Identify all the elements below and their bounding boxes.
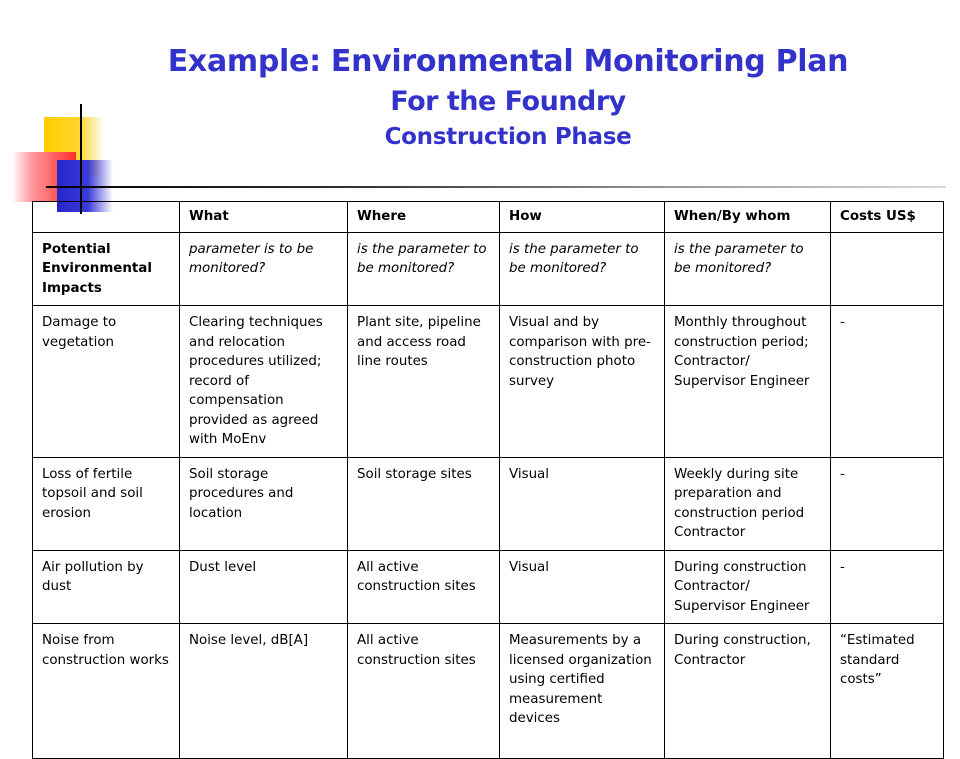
header-cell-when: When/By whom (665, 202, 831, 233)
vertical-rule (80, 104, 82, 214)
cell-cost: - (831, 550, 944, 624)
cell-when: Monthly throughout construction period; Contractor/ Supervisor Engineer (665, 306, 831, 458)
table-row (33, 624, 944, 759)
subheader-impacts: Potential Environmental Impacts (33, 232, 180, 306)
cell-cost: “Estimated standard costs” (831, 624, 944, 759)
table-subheader-row (33, 232, 944, 306)
table-row (33, 306, 944, 458)
cell-what: Noise level, dB[A] (180, 624, 348, 759)
slide-phase-heading: Construction Phase (384, 124, 632, 150)
cell-how: Visual (500, 550, 665, 624)
header-cell-how: How (500, 202, 665, 233)
subheader-when: is the parameter to be monitored? (665, 232, 831, 306)
subheader-how: is the parameter to be monitored? (500, 232, 665, 306)
cell-where: All active construction sites (348, 550, 500, 624)
table-header-row (33, 202, 944, 233)
cell-where: Soil storage sites (348, 457, 500, 550)
cell-how: Measurements by a licensed organization using certified measurement devices (500, 624, 665, 759)
cell-impact: Damage to vegetation (33, 306, 180, 458)
cell-how: Visual and by comparison with pre-construction photo survey (500, 306, 665, 458)
slide-subtitle: For the Foundry (390, 86, 626, 117)
header-cell-costs: Costs US$ (831, 202, 944, 233)
cell-when: During construction Contractor/ Supervisor Engineer (665, 550, 831, 624)
header-cell-blank (33, 202, 180, 233)
cell-impact: Loss of fertile topsoil and soil erosion (33, 457, 180, 550)
cell-where: Plant site, pipeline and access road line routes (348, 306, 500, 458)
cell-impact: Noise from construction works (33, 624, 180, 759)
cell-how: Visual (500, 457, 665, 550)
table-row (33, 457, 944, 550)
cell-what: Clearing techniques and relocation procedures utilized; record of compensation provided as agreed with MoEnv (180, 306, 348, 458)
red-square-shape (12, 152, 76, 202)
cell-when: Weekly during site preparation and construction period Contractor (665, 457, 831, 550)
monitoring-plan-table (32, 201, 944, 759)
cell-where: All active construction sites (348, 624, 500, 759)
header-cell-where: Where (348, 202, 500, 233)
subheader-where: is the parameter to be monitored? (348, 232, 500, 306)
cell-when: During construction, Contractor (665, 624, 831, 759)
cell-what: Soil storage procedures and location (180, 457, 348, 550)
cell-cost: - (831, 457, 944, 550)
cell-cost: - (831, 306, 944, 458)
table-row (33, 550, 944, 624)
subheader-cost (831, 232, 944, 306)
slide-title: Example: Environmental Monitoring Plan (167, 44, 849, 79)
subheader-what: parameter is to be monitored? (180, 232, 348, 306)
horizontal-rule (46, 186, 946, 188)
cell-what: Dust level (180, 550, 348, 624)
header-cell-what: What (180, 202, 348, 233)
cell-impact: Air pollution by dust (33, 550, 180, 624)
